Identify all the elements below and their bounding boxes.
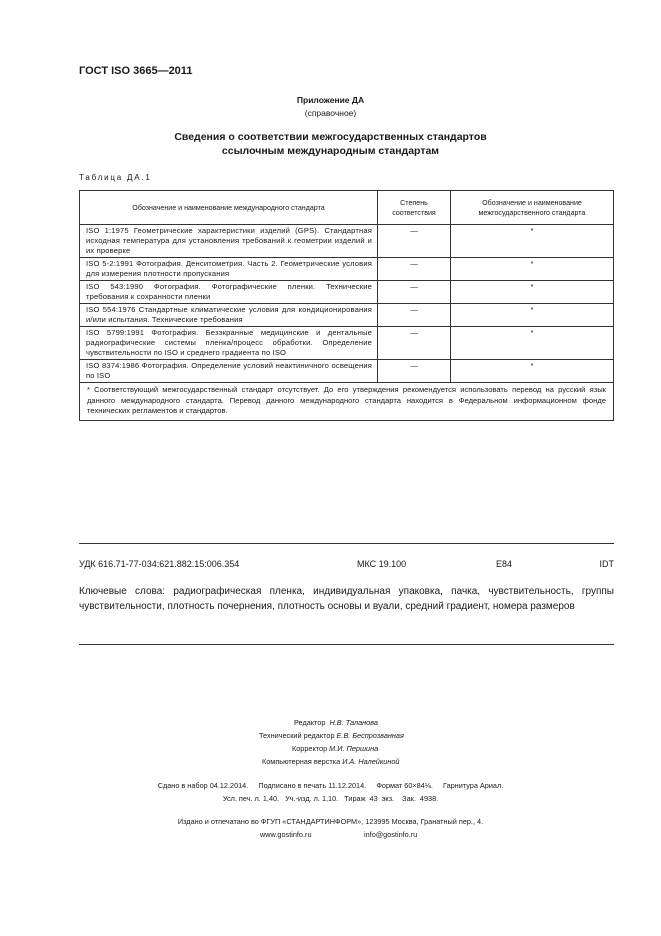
header-international-standard: Обозначение и наименование международного стандарта bbox=[80, 191, 378, 225]
table-cell-standard: ISO 543:1990 Фотография. Фотографические пленки. Технические требования к сохранности пленки bbox=[80, 281, 378, 304]
table-row bbox=[80, 258, 614, 281]
print-details-line1: Сдано в набор 04.12.2014. Подписано в печать 11.12.2014. Формат 60×84⅛. Гарнитура Ариал. bbox=[157, 781, 504, 790]
table-cell-designation: * bbox=[451, 360, 614, 383]
document-code: ГОСТ ISO 3665—2011 bbox=[79, 65, 193, 77]
annex-heading-line1: Сведения о соответствии межгосударственных стандартов bbox=[174, 131, 487, 143]
idt-code: IDT bbox=[599, 559, 614, 569]
table-cell-degree: — bbox=[378, 304, 451, 327]
table-cell-standard: ISO 5799:1991 Фотография. Безэкранные медицинские и дентальные радиографические системы пленка/процесс обработки. Определение чувствительности по ISO и среднего градиента по ISO bbox=[80, 327, 378, 360]
correspondence-table bbox=[79, 190, 614, 421]
layout-line: Компьютерная верстка И.А. Налейкиной bbox=[262, 757, 400, 766]
table-row bbox=[80, 360, 614, 383]
table-cell-degree: — bbox=[378, 327, 451, 360]
table-header-row bbox=[80, 191, 614, 225]
mks-code: МКС 19.100 bbox=[357, 559, 407, 569]
annex-heading-line2: ссылочным международным стандартам bbox=[221, 145, 440, 157]
table-cell-degree: — bbox=[378, 360, 451, 383]
table-row bbox=[80, 304, 614, 327]
table-row bbox=[80, 225, 614, 258]
top-divider bbox=[79, 543, 614, 544]
table-row bbox=[80, 327, 614, 360]
header-interstate-standard: Обозначение и наименование межгосударственного стандарта bbox=[451, 191, 614, 225]
table-cell-standard: ISO 8374:1986 Фотография. Определение условий неактиничного освещения по ISO bbox=[80, 360, 378, 383]
table-cell-standard: ISO 5-2:1991 Фотография. Денситометрия. Часть 2. Геометрические условия для измерения плотности пропускания bbox=[80, 258, 378, 281]
table-label: Таблица ДА.1 bbox=[79, 173, 152, 182]
table-cell-designation: * bbox=[451, 281, 614, 304]
header-degree: Степень соответствия bbox=[378, 191, 451, 225]
email-link[interactable]: info@gostinfo.ru bbox=[364, 830, 418, 839]
table-cell-degree: — bbox=[378, 258, 451, 281]
table-cell-designation: * bbox=[451, 327, 614, 360]
print-details-line2: Усл. печ. л. 1,40. Уч.-изд. л. 1,10. Тираж 43 экз. Зак. 4938. bbox=[222, 794, 439, 803]
table-cell-designation: * bbox=[451, 225, 614, 258]
table-footnote: * Соответствующий межгосударственный стандарт отсутствует. До его утверждения рекомендуется использовать перевод на русский язык данного международного стандарта. Перевод данного международного стандарта находится в Федеральном информационном фонде технических регламентов и стандартов. bbox=[80, 383, 614, 421]
table-footnote-row bbox=[80, 383, 614, 421]
table-cell-degree: — bbox=[378, 225, 451, 258]
udc-code: УДК 616.71-77-034:621.882.15:006.354 bbox=[79, 559, 240, 569]
bottom-divider bbox=[79, 644, 614, 645]
annex-heading bbox=[0, 130, 661, 158]
table-cell-standard: ISO 1:1975 Геометрические характеристики изделий (GPS). Стандартная исходная температура для установления требований к геометрии изделий и их проверке bbox=[80, 225, 378, 258]
website-link[interactable]: www.gostinfo.ru bbox=[260, 830, 312, 839]
imprint-credits bbox=[0, 716, 661, 768]
e-code: Е84 bbox=[496, 559, 513, 569]
table-cell-designation: * bbox=[451, 258, 614, 281]
tech-editor-line: Технический редактор Е.В. Беспрозванная bbox=[259, 731, 404, 740]
annex-note: (справочное) bbox=[304, 108, 357, 118]
table-cell-designation: * bbox=[451, 304, 614, 327]
keywords: Ключевые слова: радиографическая пленка, индивидуальная упаковка, пачка, чувствительность, группы чувствительности, плотность почернения, плотность основы и вуали, средний градиент, номера размеров bbox=[79, 586, 614, 612]
corrector-line: Корректор М.И. Першина bbox=[292, 744, 379, 753]
editor-line: Редактор Н.В. Таланова bbox=[294, 718, 378, 727]
table-cell-standard: ISO 554:1976 Стандартные климатические условия для кондиционирования и/или испытания. Технические требования bbox=[80, 304, 378, 327]
table-row bbox=[80, 281, 614, 304]
publisher-line: Издано и отпечатано во ФГУП «СТАНДАРТИНФОРМ», 123995 Москва, Гранатный пер., 4. bbox=[177, 817, 484, 826]
annex-title: Приложение ДА bbox=[296, 95, 365, 105]
table-cell-degree: — bbox=[378, 281, 451, 304]
